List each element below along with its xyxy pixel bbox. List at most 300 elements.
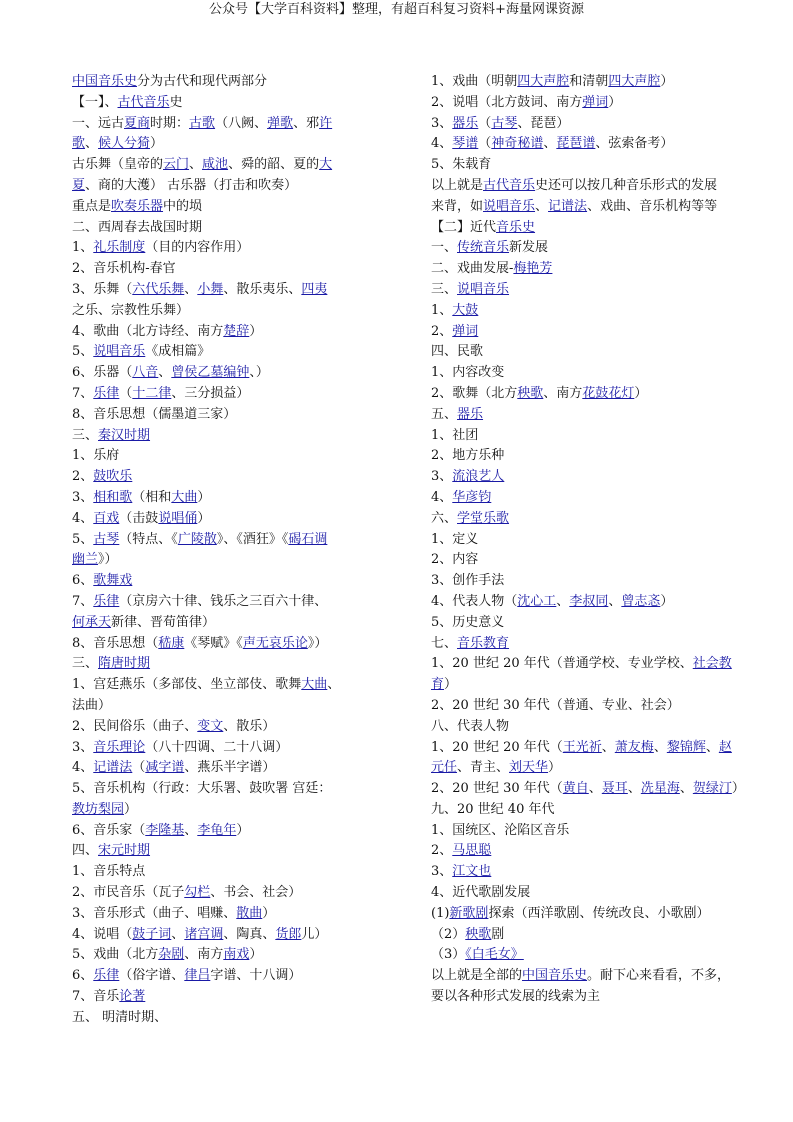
text-segment: （目的内容作用） — [145, 240, 250, 256]
term-link[interactable]: 弹歌 — [267, 115, 294, 131]
text-line — [431, 238, 746, 259]
text-segment: 【一】、 — [72, 94, 118, 110]
text-segment: 儿） — [301, 926, 328, 942]
text-line — [72, 155, 362, 176]
text-segment: 8、音乐思想（ — [72, 635, 159, 651]
text-segment: 以上就是全部的 — [431, 968, 523, 984]
text-segment: 1、宫廷燕乐（多部伎、坐立部伎、歌舞 — [72, 677, 302, 693]
text-segment: 、燕乐半字谱） — [184, 760, 276, 776]
term-link[interactable]: 幽兰 — [72, 552, 99, 568]
text-segment: 、三分损益） — [171, 385, 250, 401]
text-segment: （3） — [431, 947, 466, 963]
text-segment: 2、20 世纪 30 年代（普通、专业、社会） — [431, 697, 680, 713]
term-link[interactable]: 学堂乐歌 — [457, 510, 510, 526]
term-link[interactable]: 小舞 — [197, 281, 224, 297]
text-segment: 、 — [158, 365, 172, 381]
text-line — [72, 384, 362, 405]
term-link[interactable]: 古代音乐 — [117, 94, 170, 110]
text-segment: 一、远古 — [72, 115, 125, 131]
text-segment: 三、 — [72, 656, 99, 672]
term-link[interactable]: 琵琶谱 — [556, 136, 596, 152]
text-segment: ） — [197, 510, 211, 526]
term-link[interactable]: 四夷 — [301, 281, 328, 297]
term-link[interactable]: 黎锦辉 — [666, 739, 706, 755]
term-link[interactable]: 流浪艺人 — [452, 469, 505, 485]
term-link[interactable]: 冼星海 — [640, 781, 680, 797]
text-segment: 1、 — [431, 302, 453, 318]
term-link[interactable]: 秧歌 — [517, 385, 544, 401]
text-segment: 分为古代和现代两部分 — [137, 74, 268, 89]
term-link[interactable]: 秧歌 — [465, 926, 492, 942]
term-link[interactable]: 何承天 — [72, 614, 112, 630]
text-line — [72, 509, 362, 530]
text-segment: （俗字谱、 — [119, 968, 185, 984]
text-line — [72, 675, 362, 696]
text-line — [431, 613, 746, 634]
term-link[interactable]: 记谱法 — [93, 760, 133, 776]
term-link[interactable]: 新歌剧 — [449, 905, 489, 921]
text-segment: 2、 — [431, 323, 453, 339]
text-line — [431, 841, 746, 862]
text-segment: 四、 — [72, 843, 99, 859]
text-segment: 史还可以按几种音乐形式的发展 — [535, 177, 718, 193]
term-link[interactable]: 大曲 — [171, 489, 198, 505]
text-line — [72, 301, 362, 322]
term-link[interactable]: 论著 — [119, 989, 146, 1005]
term-link[interactable]: 宋元时期 — [98, 843, 151, 859]
text-line — [431, 301, 746, 322]
term-link[interactable]: 弹词 — [582, 94, 609, 110]
text-line — [72, 72, 362, 93]
term-link[interactable]: 咸池 — [202, 157, 229, 173]
text-line — [431, 114, 746, 135]
text-segment: 、 — [85, 136, 99, 152]
term-link[interactable]: 碣石调 — [288, 531, 328, 547]
text-segment: （ — [119, 385, 133, 401]
text-segment: 和清朝 — [569, 74, 609, 89]
term-link[interactable]: 记谱法 — [548, 198, 588, 214]
term-link[interactable]: 音乐史 — [496, 219, 536, 235]
text-line — [72, 134, 362, 155]
text-line — [72, 696, 362, 717]
term-link[interactable]: 元任 — [431, 760, 458, 776]
text-segment: 、 — [535, 198, 549, 214]
text-segment: 《成相篇》 — [145, 344, 211, 360]
term-link[interactable]: 隋唐时期 — [98, 656, 151, 672]
term-link[interactable]: 弹词 — [452, 323, 479, 339]
term-link[interactable]: 说唱音乐 — [93, 344, 146, 360]
text-line — [72, 218, 362, 239]
term-link[interactable]: 夏 — [72, 177, 86, 193]
text-segment: 5、历史意义 — [431, 614, 505, 630]
text-segment: 》、《酒狂》《 — [216, 531, 289, 547]
text-line — [72, 280, 362, 301]
term-link[interactable]: 聂耳 — [601, 781, 628, 797]
term-link[interactable]: 百戏 — [93, 510, 120, 526]
text-line — [431, 987, 746, 1008]
text-segment: 3、 — [431, 864, 453, 880]
term-link[interactable]: 传统音乐 — [457, 240, 510, 256]
text-segment: 》） — [307, 635, 328, 651]
text-line — [431, 592, 746, 613]
text-line — [72, 966, 362, 987]
term-link[interactable]: 说唱音乐 — [483, 198, 536, 214]
text-segment: 7、音乐 — [72, 989, 120, 1005]
text-line — [72, 93, 362, 114]
text-line — [431, 883, 746, 904]
text-segment: （特点、《 — [119, 531, 178, 547]
term-link[interactable]: 黄自 — [562, 781, 589, 797]
text-line — [72, 945, 362, 966]
text-segment: ） — [608, 94, 622, 110]
text-line — [431, 342, 746, 363]
text-line — [72, 634, 362, 655]
term-link[interactable]: 说唱音乐 — [457, 281, 510, 297]
term-link[interactable]: 曾侯乙墓编钟 — [171, 365, 250, 381]
text-segment: 字谱、十八调） — [210, 968, 302, 984]
text-line — [72, 717, 362, 738]
text-line — [72, 821, 362, 842]
text-segment: 七、 — [431, 635, 458, 651]
text-segment: 重点是 — [72, 198, 112, 214]
text-segment: 九、20 世纪 40 年代 — [431, 801, 555, 817]
text-line — [72, 114, 362, 135]
text-segment: 、 — [189, 157, 203, 173]
text-line — [72, 758, 362, 779]
text-segment: 、 — [184, 822, 198, 838]
text-segment: ） — [236, 822, 250, 838]
text-segment: 3、 — [72, 739, 94, 755]
term-link[interactable]: 大曲 — [301, 677, 328, 693]
term-link[interactable]: 云门 — [163, 157, 190, 173]
text-segment: 四、民歌 — [431, 344, 484, 360]
text-segment: 4、近代歌剧发展 — [431, 885, 531, 901]
text-segment: 、 — [327, 677, 341, 693]
text-segment: （八阙、 — [215, 115, 268, 131]
text-line — [72, 1008, 362, 1029]
term-link[interactable]: 梅艳芳 — [513, 261, 553, 277]
term-link[interactable]: 十二律 — [132, 385, 172, 401]
term-link[interactable]: 变文 — [197, 718, 224, 734]
text-line — [431, 197, 746, 218]
text-segment: ） — [548, 760, 562, 776]
text-segment: 8、音乐思想（儒墨道三家） — [72, 406, 237, 422]
text-segment: （ — [478, 136, 492, 152]
term-link[interactable]: 中国音乐史 — [522, 968, 588, 984]
term-link[interactable]: 刘天华 — [509, 760, 549, 776]
text-line — [431, 571, 746, 592]
text-segment: 以上就是 — [431, 177, 484, 193]
term-link[interactable]: 沈心工 — [517, 593, 557, 609]
right-column — [431, 72, 746, 1008]
text-segment: 、琵琶） — [517, 115, 570, 131]
text-segment: 、 — [171, 926, 185, 942]
term-link[interactable]: 中国音乐史 — [72, 74, 138, 89]
text-segment: 、南方 — [543, 385, 583, 401]
text-segment: 《琴赋》《 — [184, 635, 243, 651]
text-segment: 2、20 世纪 30 年代（ — [431, 781, 563, 797]
text-line — [72, 738, 362, 759]
term-link[interactable]: 教坊梨园 — [72, 801, 125, 817]
text-line — [431, 738, 746, 759]
text-segment: 5、音乐机构（行政：大乐署、鼓吹署 宫廷： — [72, 781, 332, 797]
text-segment: ） — [262, 905, 276, 921]
term-link[interactable]: 减字谱 — [145, 760, 185, 776]
text-segment: 时期： — [150, 115, 190, 131]
text-segment: 2、 — [72, 469, 94, 485]
text-line — [72, 550, 362, 571]
text-line — [72, 862, 362, 883]
text-line — [72, 800, 362, 821]
term-link[interactable]: 勾栏 — [184, 885, 211, 901]
term-link[interactable]: 赵 — [718, 739, 732, 755]
text-segment: ） — [249, 947, 263, 963]
text-line — [431, 945, 746, 966]
term-link[interactable]: 律吕 — [184, 968, 211, 984]
text-line — [431, 176, 746, 197]
text-segment: 3、 — [431, 469, 453, 485]
term-link[interactable]: 歌 — [72, 136, 86, 152]
text-segment: 剧 — [491, 926, 505, 942]
text-segment: 3、 — [431, 115, 453, 131]
text-segment: ） — [197, 489, 211, 505]
text-line — [72, 530, 362, 551]
text-line — [431, 654, 746, 675]
term-link[interactable]: 乐律 — [93, 385, 120, 401]
term-link[interactable]: 大鼓 — [452, 302, 479, 318]
text-segment: 1、定义 — [431, 531, 479, 547]
term-link[interactable]: 四大声腔 — [517, 74, 570, 89]
text-segment: 2、地方乐种 — [431, 448, 505, 464]
text-line — [431, 446, 746, 467]
term-link[interactable]: 古琴 — [93, 531, 120, 547]
text-line — [431, 384, 746, 405]
text-line — [431, 821, 746, 842]
text-segment: 、 — [543, 136, 557, 152]
term-link[interactable]: 贺绿汀 — [692, 781, 732, 797]
term-link[interactable]: 古琴 — [491, 115, 518, 131]
text-line — [72, 987, 362, 1008]
text-segment: 2、市民音乐（瓦子 — [72, 885, 185, 901]
text-segment: （2） — [431, 926, 466, 942]
term-link[interactable]: 散曲 — [236, 905, 263, 921]
text-segment: 2、音乐机构-春官 — [72, 261, 176, 277]
term-link[interactable]: 鼓吹乐 — [93, 469, 133, 485]
text-segment: 6、音乐家（ — [72, 822, 146, 838]
term-link[interactable]: 秦汉时期 — [98, 427, 151, 443]
text-segment: 三、 — [431, 281, 458, 297]
term-link[interactable]: 江文也 — [452, 864, 492, 880]
term-link[interactable]: 器乐 — [457, 406, 484, 422]
text-line — [431, 322, 746, 343]
text-segment: ） — [150, 136, 164, 152]
text-segment: 》） — [98, 552, 118, 568]
text-line — [431, 467, 746, 488]
text-line — [431, 966, 746, 987]
text-segment: 5、戏曲（北方 — [72, 947, 159, 963]
text-segment: 1、戏曲（明朝 — [431, 74, 518, 89]
text-segment: ） — [660, 593, 674, 609]
text-segment: 1、内容改变 — [431, 365, 505, 381]
text-segment: 、舜的韶、夏的 — [228, 157, 320, 173]
term-link[interactable]: 鼓子词 — [132, 926, 172, 942]
text-line — [431, 218, 746, 239]
text-segment: 4、 — [72, 760, 94, 776]
text-segment: 6、 — [72, 968, 94, 984]
text-segment: 2、歌舞（北方 — [431, 385, 518, 401]
text-segment: 法曲） — [72, 697, 112, 713]
text-line — [72, 613, 362, 634]
text-segment: 、 — [588, 781, 602, 797]
text-segment: 【二】近代 — [431, 219, 497, 235]
term-link[interactable]: 乐律 — [93, 968, 120, 984]
text-line — [72, 446, 362, 467]
term-link[interactable]: 杂剧 — [158, 947, 185, 963]
term-link[interactable]: 音乐教育 — [457, 635, 510, 651]
term-link[interactable]: 南戏 — [223, 947, 250, 963]
term-link[interactable]: 萧友梅 — [614, 739, 654, 755]
text-line — [72, 322, 362, 343]
text-segment: 、商的大濩） 古乐器（打击和吹奏） — [85, 177, 298, 193]
term-link[interactable]: 说唱俑 — [158, 510, 198, 526]
text-segment: 、弦索备考） — [595, 136, 674, 152]
term-link[interactable]: 礼乐制度 — [93, 240, 146, 256]
text-segment: 三、 — [72, 427, 99, 443]
text-line — [72, 488, 362, 509]
term-link[interactable]: 声无哀乐论 — [242, 635, 308, 651]
text-segment: 、戏曲、音乐机构等等 — [587, 198, 718, 214]
text-segment: 新律、晋荀笛律） — [111, 614, 216, 630]
text-line — [72, 592, 362, 613]
term-link[interactable]: 古歌 — [189, 115, 216, 131]
text-segment: ） — [249, 323, 263, 339]
term-link[interactable]: 琴谱 — [452, 136, 479, 152]
term-link[interactable]: 华彦钧 — [452, 489, 492, 505]
term-link[interactable]: 育 — [431, 677, 445, 693]
term-link[interactable]: 诸宫调 — [184, 926, 224, 942]
term-link[interactable]: 音乐理论 — [93, 739, 146, 755]
text-line — [431, 800, 746, 821]
term-link[interactable]: 楚辞 — [223, 323, 250, 339]
text-line — [72, 426, 362, 447]
text-segment: 4、代表人物（ — [431, 593, 518, 609]
text-segment: 6、乐器（ — [72, 365, 133, 381]
term-link[interactable]: 器乐 — [452, 115, 479, 131]
term-link[interactable]: 歌舞戏 — [93, 573, 133, 589]
term-link[interactable]: 货郎 — [275, 926, 302, 942]
term-link[interactable]: 吹奏乐器 — [111, 198, 164, 214]
term-link[interactable]: 曾志忞 — [621, 593, 661, 609]
text-segment: 、散乐） — [223, 718, 276, 734]
text-segment: 要以各种形式发展的线索为主 — [431, 989, 601, 1005]
text-segment: 2、 — [431, 843, 453, 859]
text-segment: 5、 — [72, 344, 94, 360]
term-link[interactable]: 许 — [319, 115, 333, 131]
text-segment: 、 — [705, 739, 719, 755]
text-segment: 探索（西洋歌剧、传统改良、小歌剧） — [488, 905, 710, 921]
term-link[interactable]: 李隆基 — [145, 822, 185, 838]
text-line — [431, 72, 746, 93]
term-link[interactable]: 相和歌 — [93, 489, 133, 505]
term-link[interactable]: 八音 — [132, 365, 159, 381]
text-segment: 3、创作手法 — [431, 573, 505, 589]
text-segment: 新发展 — [509, 240, 549, 256]
text-line — [431, 904, 746, 925]
text-line — [431, 530, 746, 551]
term-link[interactable]: 夏商 — [124, 115, 151, 131]
term-link[interactable]: 嵇康 — [158, 635, 185, 651]
term-link[interactable]: 古代音乐 — [483, 177, 536, 193]
text-segment: 、散乐夷乐、 — [223, 281, 302, 297]
text-segment: 、邪 — [293, 115, 320, 131]
text-segment: （相和 — [132, 489, 172, 505]
term-link[interactable]: 候人兮猗 — [98, 136, 151, 152]
text-line — [431, 93, 746, 114]
text-segment: 1、 — [72, 240, 94, 256]
text-segment: 六、 — [431, 510, 458, 526]
text-segment: 4、 — [72, 510, 94, 526]
term-link[interactable]: 李龟年 — [197, 822, 237, 838]
text-line — [431, 925, 746, 946]
term-link[interactable]: 四大声腔 — [608, 74, 661, 89]
term-link[interactable]: 广陵散 — [177, 531, 217, 547]
left-column — [72, 72, 362, 1029]
text-segment: 、书会、社会） — [210, 885, 302, 901]
text-segment: 1、20 世纪 20 年代（普通学校、专业学校、 — [431, 656, 693, 672]
text-line — [431, 550, 746, 571]
text-segment: 1、音乐特点 — [72, 864, 146, 880]
text-segment: 古乐舞（皇帝的 — [72, 157, 164, 173]
text-line — [72, 197, 362, 218]
term-link[interactable]: 神奇秘谱 — [491, 136, 544, 152]
term-link[interactable]: 《白毛女》 — [465, 947, 524, 963]
text-line — [72, 176, 362, 197]
text-segment: 4、 — [431, 489, 453, 505]
text-line — [431, 862, 746, 883]
text-line — [431, 675, 746, 696]
term-link[interactable]: 大 — [319, 157, 333, 173]
text-segment: 4、说唱（ — [72, 926, 133, 942]
text-line — [431, 259, 746, 280]
text-segment: 五、 — [431, 406, 458, 422]
text-line — [72, 238, 362, 259]
text-line — [72, 405, 362, 426]
text-segment: ） — [444, 677, 458, 693]
text-line — [431, 717, 746, 738]
term-link[interactable]: 花鼓花灯 — [582, 385, 635, 401]
term-link[interactable]: 马思聪 — [452, 843, 492, 859]
term-link[interactable]: 李叔同 — [569, 593, 609, 609]
term-link[interactable]: 乐律 — [93, 593, 120, 609]
text-segment: 、 — [184, 281, 198, 297]
text-line — [431, 426, 746, 447]
text-line — [431, 280, 746, 301]
page-header: 公众号【大学百科资料】整理，有超百科复习资料+海量网课资源 — [209, 2, 584, 17]
text-segment: 5、朱载育 — [431, 157, 492, 173]
text-segment: 、 — [608, 593, 622, 609]
text-segment: 、 — [556, 593, 570, 609]
text-segment: 八、代表人物 — [431, 718, 510, 734]
term-link[interactable]: 社会教 — [692, 656, 732, 672]
term-link[interactable]: 王光祈 — [562, 739, 602, 755]
term-link[interactable]: 六代乐舞 — [132, 281, 185, 297]
text-line — [72, 841, 362, 862]
text-segment: 2、民间俗乐（曲子、 — [72, 718, 198, 734]
text-segment: 之乐、宗教性乐舞） — [72, 302, 190, 318]
text-segment: 5、 — [72, 531, 94, 547]
text-segment: 1、乐府 — [72, 448, 120, 464]
text-line — [431, 134, 746, 155]
